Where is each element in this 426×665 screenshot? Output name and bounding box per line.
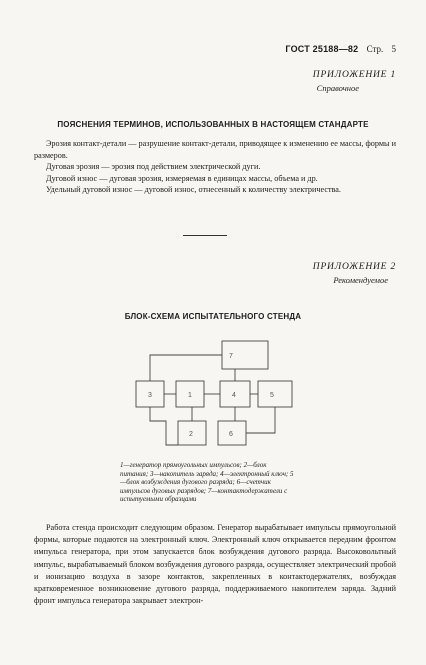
connector-line [150,355,222,381]
standard-number: ГОСТ 25188—82 [285,44,359,54]
connector-line [246,407,275,433]
body-text [34,522,396,607]
diagram-caption: 1—генератор прямоугольных импульсов; 2—блок питания; 3—накопитель заряда; 4—электронный ключ; 5—блок возбуждения дугового разряда; 6—счетчик импульсов дуговых разрядов; 7—контактодержатели с испытуемыми образцами [120,461,294,504]
appendix1-title: ПРИЛОЖЕНИЕ 1 [312,70,396,80]
block-6-label: 6 [229,431,233,438]
appendix1-subtitle: Справочное [316,83,359,93]
body-paragraph: Работа стенда происходит следующим образом. Генератор вырабатывает импульсы прямоугольной формы, которые подаются на электронный ключ. Электронный ключ открывается передним фронтом импульса генератора, при этом запускается блок возбуждения дугового разряда. Высоковольтный импульс, вырабатываемый блоком возбуждения дугового разряда, осуществляет электрический пробой и ионизацию воздуха в зазоре контактов, закрепленных в контактодержателях, возбуждая кратковременное возникновение дугового разряда, поддерживаемого накопителем заряда. Задний фронт импульса генератора закрывает электрон- [34,523,396,606]
appendix2-title: ПРИЛОЖЕНИЕ 2 [312,262,396,272]
term-paragraph: Эрозия контакт-детали — разрушение контакт-детали, приводящее к изменению ее массы, формы и размеров. [34,139,396,160]
block-4-label: 4 [232,392,236,399]
block-3-label: 3 [148,392,152,399]
section2-title: БЛОК-СХЕМА ИСПЫТАТЕЛЬНОГО СТЕНДА [124,312,302,321]
page-number: 5 [391,44,396,54]
block-5-label: 5 [270,392,274,399]
term-paragraph: Дуговой износ — дуговая эрозия, измеряемая в единицах массы, объема и др. [46,173,318,183]
block-2-label: 2 [189,431,193,438]
section1-title: ПОЯСНЕНИЯ ТЕРМИНОВ, ИСПОЛЬЗОВАННЫХ В НАСТОЯЩЕМ СТАНДАРТЕ [57,120,369,129]
page-label: Стр. [366,44,384,54]
connector-line [150,407,178,445]
block-5 [258,381,292,407]
block-7-label: 7 [229,353,233,360]
appendix2-subtitle: Рекомендуемое [333,275,388,285]
block-1-label: 1 [188,392,192,399]
term-paragraph: Дуговая эрозия — эрозия под действием электрической дуги. [46,162,261,171]
term-paragraph: Удельный дуговой износ — дуговой износ, отнесенный к количеству электричества. [46,185,341,194]
